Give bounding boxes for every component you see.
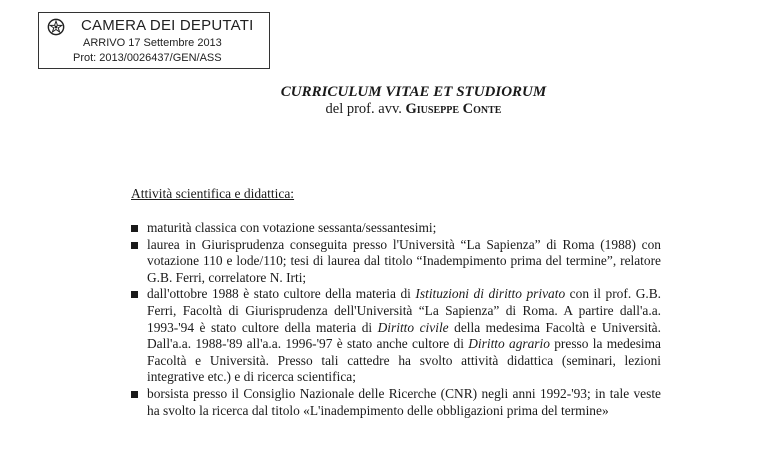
list-item (131, 286, 661, 386)
course-name: Istituzioni di diritto privato (415, 286, 566, 302)
list-item (131, 386, 661, 419)
text-run: con il prof. G.B. Ferri, Facoltà di Giurisprudenza dell'Università “La Sapienza” di Roma. A partire dall'a.a. 1993-'94 è stato cultore della materia di (147, 286, 661, 335)
stamp-protocol-number: Prot: 2013/0026437/GEN/ASS (73, 52, 222, 64)
document-subtitle (30, 101, 767, 118)
subtitle-prefix: del prof. avv. (325, 101, 406, 117)
protocol-stamp (38, 12, 270, 69)
list-item-text: maturità classica con votazione sessanta/sessantesimi; (147, 220, 437, 235)
section-heading: Attività scientifica e didattica: (131, 186, 295, 201)
stamp-arrival-date: ARRIVO 17 Settembre 2013 (83, 37, 222, 49)
stamp-title: CAMERA DEI DEPUTATI (81, 17, 254, 34)
list-item-text (147, 286, 661, 386)
author-name: Giuseppe Conte (405, 101, 502, 117)
document-title: CURRICULUM VITAE ET STUDIORUM (280, 84, 547, 100)
activity-list (131, 220, 661, 419)
text-run: della medesima Facoltà e Università. Dall'a.a. 1988-'89 all'a.a. 1996-'97 è stato anche cultore di (147, 319, 661, 352)
bullet-square-icon (131, 291, 138, 298)
republic-emblem-icon (47, 18, 65, 36)
list-item (131, 237, 661, 287)
bullet-square-icon (131, 225, 138, 232)
text-run: dall'ottobre 1988 è stato cultore della materia di (147, 286, 416, 302)
bullet-square-icon (131, 391, 138, 398)
list-item-text: laurea in Giurisprudenza conseguita presso l'Università “La Sapienza” di Roma (1988) con votazione 110 e lode/110; tesi di laurea dal titolo “Inadempimento prima del termine”, relatore G.B. Ferri, correlatore N. Irti; (147, 236, 661, 285)
list-item-text: borsista presso il Consiglio Nazionale delle Ricerche (CNR) negli anni 1992-'93; in tale veste ha svolto la ricerca dal titolo «L'inadempimento delle obbligazioni prima del termine» (147, 385, 661, 418)
course-name: Diritto civile (377, 319, 449, 335)
course-name: Diritto agrario (468, 336, 550, 352)
list-item (131, 220, 661, 237)
text-run: presso la medesima Facoltà e Università. Presso tali cattedre ha svolto attività didattica (seminari, lezioni integrative etc.) e di ricerca scientifica; (147, 336, 661, 385)
bullet-square-icon (131, 242, 138, 249)
